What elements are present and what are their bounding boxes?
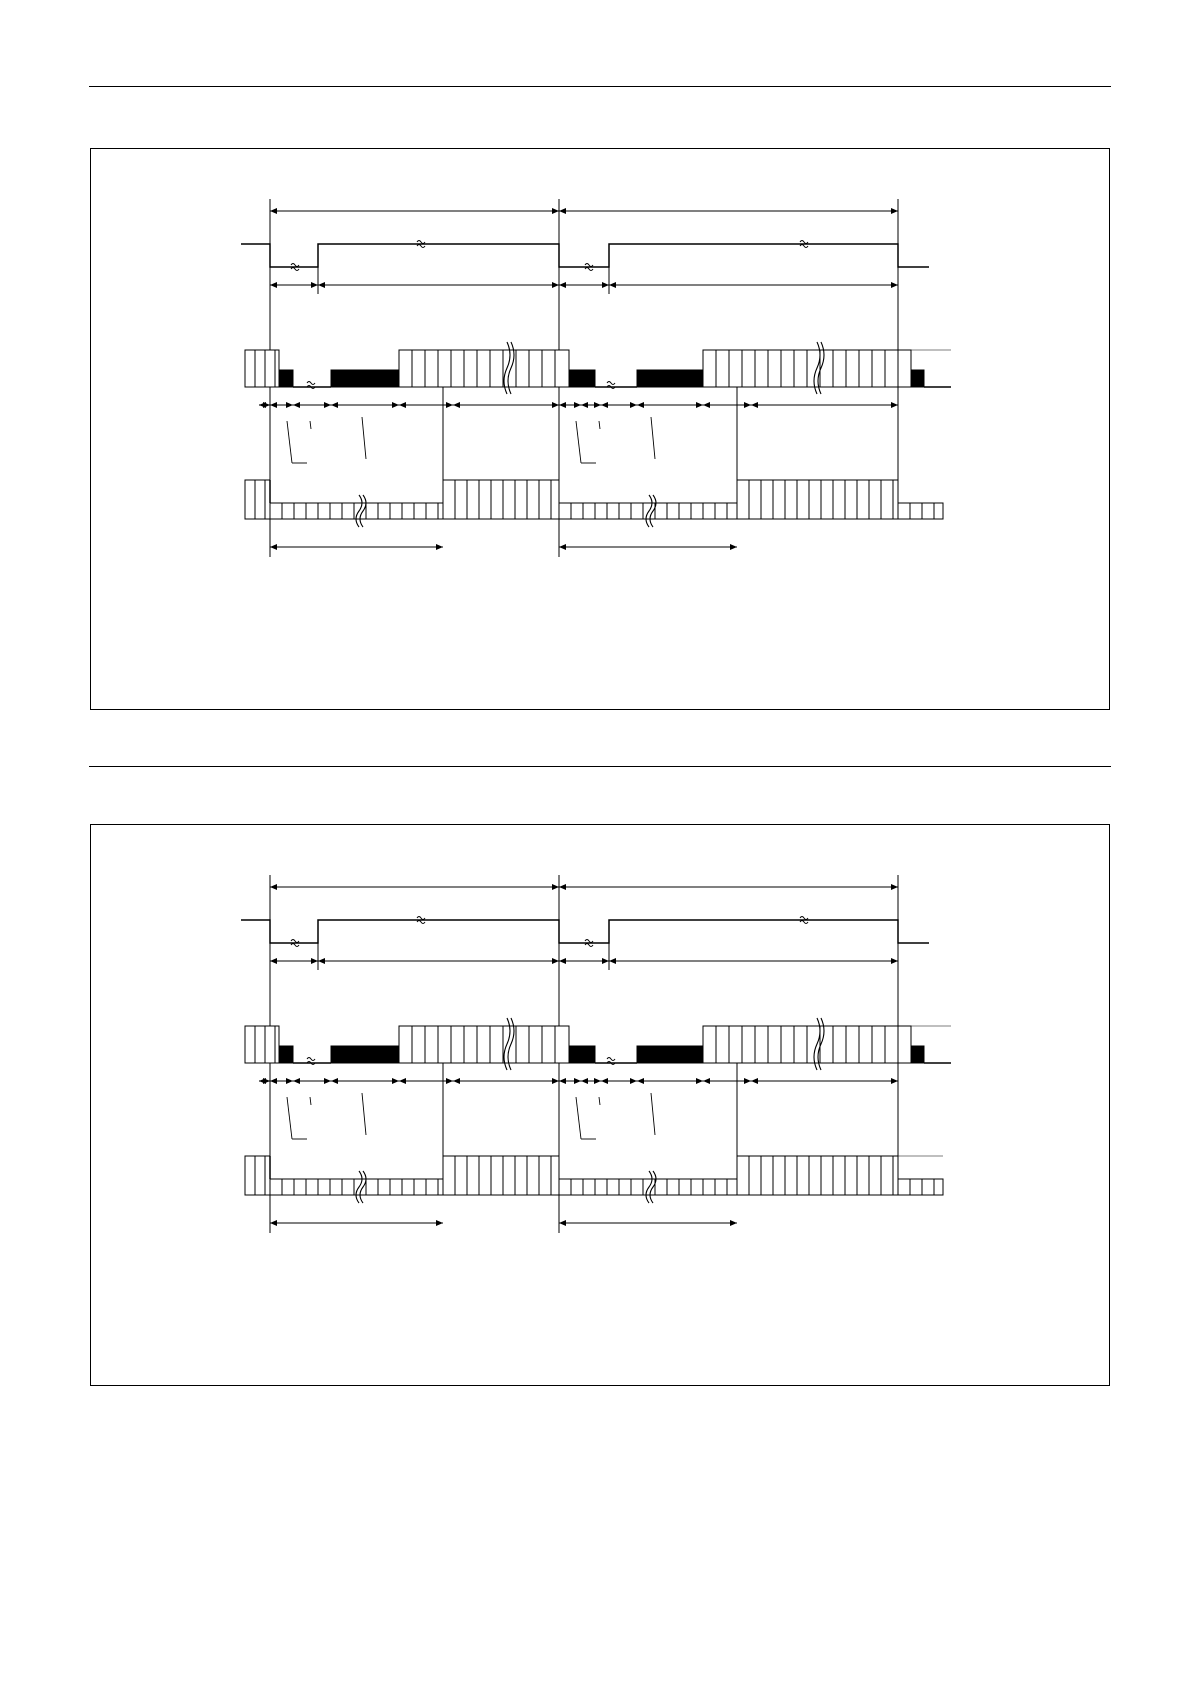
timing-diagram-1 — [91, 149, 1109, 709]
arrow-head — [559, 958, 566, 964]
break-squiggle — [417, 241, 425, 244]
arrow-head — [751, 1078, 758, 1084]
break-squiggle — [585, 940, 593, 943]
arrow-head — [581, 402, 588, 408]
arrow-head — [609, 282, 616, 288]
arrow-head — [630, 1078, 637, 1084]
arrow-head — [259, 402, 266, 408]
arrow-head — [399, 1078, 406, 1084]
bus-a-pulse — [279, 370, 293, 387]
arrow-head — [446, 1078, 453, 1084]
bus-b-tail-cells — [898, 503, 943, 519]
break-squiggle — [800, 917, 808, 920]
callout-stroke — [599, 421, 600, 429]
arrow-head — [730, 544, 737, 550]
break-squiggle — [417, 917, 425, 920]
bus-a-burst — [331, 370, 399, 387]
break-squiggle — [585, 264, 593, 267]
bus-a-lead-cells — [245, 1026, 279, 1063]
break-squiggle — [291, 940, 299, 943]
arrow-head — [891, 208, 898, 214]
arrow-head — [331, 1078, 338, 1084]
bus-b-lead-cells — [245, 480, 270, 519]
break-squiggle — [607, 382, 615, 385]
arrow-head — [286, 402, 293, 408]
bus-b-data-cells — [443, 1156, 559, 1195]
arrow-head — [270, 282, 277, 288]
break-squiggle — [417, 921, 425, 924]
arrow-head — [270, 958, 277, 964]
break-squiggle — [417, 245, 425, 248]
arrow-head — [318, 282, 325, 288]
arrow-head — [286, 1078, 293, 1084]
arrow-head — [453, 1078, 460, 1084]
arrow-head — [559, 1220, 566, 1226]
break-squiggle — [291, 944, 299, 947]
arrow-head — [318, 958, 325, 964]
bus-a-pulse — [569, 1046, 595, 1063]
arrow-head — [581, 1078, 588, 1084]
break-squiggle — [607, 1058, 615, 1061]
timing-diagram-2 — [91, 825, 1109, 1385]
arrow-head — [630, 402, 637, 408]
arrow-head — [552, 402, 559, 408]
arrow-head — [324, 1078, 331, 1084]
arrow-head — [324, 402, 331, 408]
break-squiggle — [800, 245, 808, 248]
callout-stroke — [651, 1093, 655, 1135]
callout-stroke — [310, 421, 311, 429]
arrow-head — [392, 402, 399, 408]
break-squiggle — [800, 241, 808, 244]
arrow-head — [552, 884, 559, 890]
callout-stroke — [651, 417, 655, 459]
arrow-head — [436, 1220, 443, 1226]
break-squiggle — [307, 1058, 315, 1061]
arrow-head — [559, 402, 566, 408]
arrow-head — [602, 282, 609, 288]
arrow-head — [602, 958, 609, 964]
arrow-head — [751, 402, 758, 408]
arrow-head — [552, 208, 559, 214]
trace-1-waveform — [241, 920, 929, 943]
callout-stroke — [287, 1097, 292, 1139]
bus-a-burst — [331, 1046, 399, 1063]
arrow-head — [436, 544, 443, 550]
break-squiggle — [585, 268, 593, 271]
arrow-head — [552, 1078, 559, 1084]
arrow-head — [594, 1078, 601, 1084]
callout-stroke — [576, 1097, 581, 1139]
arrow-head — [637, 402, 644, 408]
break-squiggle — [291, 268, 299, 271]
callout-stroke — [599, 1097, 600, 1105]
arrow-head — [891, 884, 898, 890]
bus-b-tail-cells — [898, 1179, 943, 1195]
arrow-head — [891, 958, 898, 964]
arrow-head — [270, 1078, 277, 1084]
arrow-head — [270, 544, 277, 550]
arrow-head — [696, 402, 703, 408]
bus-a-burst — [637, 370, 703, 387]
arrow-head — [331, 402, 338, 408]
arrow-head — [559, 884, 566, 890]
arrow-head — [559, 282, 566, 288]
top-rule — [89, 86, 1111, 87]
arrow-head — [744, 402, 751, 408]
break-squiggle — [800, 921, 808, 924]
arrow-head — [594, 402, 601, 408]
arrow-head — [559, 208, 566, 214]
arrow-head — [552, 958, 559, 964]
callout-stroke — [362, 1093, 366, 1135]
timing-diagram-frame-1 — [90, 148, 1110, 710]
arrow-head — [399, 402, 406, 408]
arrow-head — [609, 958, 616, 964]
trace-1-waveform — [241, 244, 929, 267]
break-squiggle — [291, 264, 299, 267]
bus-a-lead-cells — [245, 350, 279, 387]
bus-a-pulse — [279, 1046, 293, 1063]
bus-b-wait-cells — [559, 1179, 737, 1195]
arrow-head — [574, 1078, 581, 1084]
arrow-head — [891, 1078, 898, 1084]
bus-a-pulse — [911, 1046, 924, 1063]
arrow-head — [293, 1078, 300, 1084]
break-squiggle — [307, 382, 315, 385]
arrow-head — [311, 958, 318, 964]
arrow-head — [744, 1078, 751, 1084]
arrow-head — [552, 282, 559, 288]
arrow-head — [696, 1078, 703, 1084]
arrow-head — [270, 884, 277, 890]
arrow-head — [703, 402, 710, 408]
arrow-head — [446, 402, 453, 408]
arrow-head — [293, 402, 300, 408]
bus-b-lead-cells — [245, 1156, 270, 1195]
callout-stroke — [310, 1097, 311, 1105]
callout-stroke — [576, 421, 581, 463]
bus-a-pulse — [569, 370, 595, 387]
callout-stroke — [287, 421, 292, 463]
arrow-head — [637, 1078, 644, 1084]
arrow-head — [270, 1220, 277, 1226]
arrow-head — [574, 402, 581, 408]
arrow-head — [730, 1220, 737, 1226]
arrow-head — [270, 208, 277, 214]
timing-diagram-frame-2 — [90, 824, 1110, 1386]
arrow-head — [601, 1078, 608, 1084]
callout-stroke — [362, 417, 366, 459]
arrow-head — [703, 1078, 710, 1084]
arrow-head — [259, 1078, 266, 1084]
middle-rule — [89, 766, 1111, 767]
bus-a-burst — [637, 1046, 703, 1063]
arrow-head — [891, 402, 898, 408]
break-squiggle — [585, 944, 593, 947]
arrow-head — [311, 282, 318, 288]
arrow-head — [392, 1078, 399, 1084]
arrow-head — [453, 402, 460, 408]
bus-b-data-cells — [443, 480, 559, 519]
arrow-head — [270, 402, 277, 408]
arrow-head — [559, 544, 566, 550]
bus-a-pulse — [911, 370, 924, 387]
bus-b-wait-cells — [559, 503, 737, 519]
arrow-head — [559, 1078, 566, 1084]
arrow-head — [601, 402, 608, 408]
arrow-head — [891, 282, 898, 288]
